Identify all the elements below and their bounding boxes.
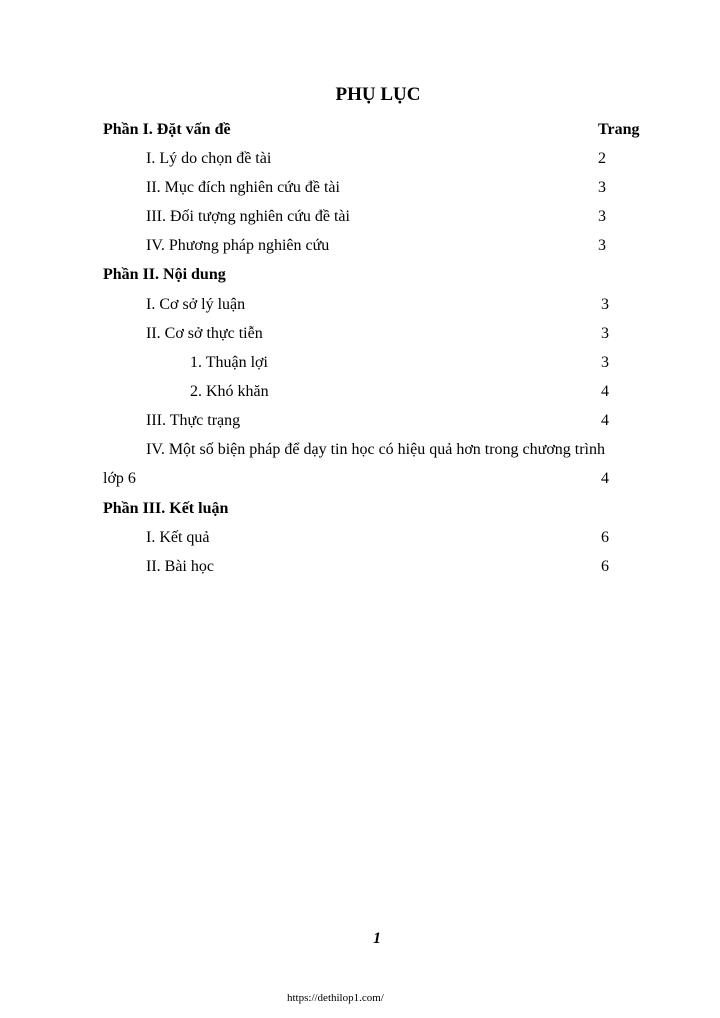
toc-item-page: 4 xyxy=(601,470,609,487)
toc-item-page: 4 xyxy=(601,383,609,400)
toc-item-page: 6 xyxy=(601,529,609,546)
toc-item-label: II. Cơ sở thực tiễn xyxy=(146,325,263,342)
toc-item-label: II. Bài học xyxy=(146,558,214,575)
toc-item-label: IV. Một số biện pháp để dạy tin học có hiệu quả hơn trong chương trình xyxy=(146,441,605,458)
toc-item-label: I. Kết quả xyxy=(146,529,210,546)
section-heading-1: Phần I. Đặt vấn đề xyxy=(103,121,231,138)
footer-url: https://dethilop1.com/ xyxy=(287,992,384,1004)
toc-item-label: II. Mục đích nghiên cứu đề tài xyxy=(146,179,340,196)
section-heading-2: Phần II. Nội dung xyxy=(103,266,226,283)
toc-item-label: lớp 6 xyxy=(103,470,136,487)
toc-item-label: IV. Phương pháp nghiên cứu xyxy=(146,237,330,254)
toc-item-page: 4 xyxy=(601,412,609,429)
toc-item-page: 6 xyxy=(601,558,609,575)
toc-item-label: 1. Thuận lợi xyxy=(190,354,268,371)
toc-item-page: 2 xyxy=(598,150,606,167)
toc-item-label: 2. Khó khăn xyxy=(190,383,269,400)
toc-item-label: I. Cơ sở lý luận xyxy=(146,296,246,313)
toc-item-page: 3 xyxy=(601,296,609,313)
footer-page-number: 1 xyxy=(373,930,381,947)
toc-item-page: 3 xyxy=(601,354,609,371)
toc-item-page: 3 xyxy=(601,325,609,342)
toc-item-page: 3 xyxy=(598,208,606,225)
toc-item-page: 3 xyxy=(598,179,606,196)
toc-item-label: III. Đối tượng nghiên cứu đề tài xyxy=(146,208,350,225)
toc-item-page: 3 xyxy=(598,237,606,254)
section-heading-3: Phần III. Kết luận xyxy=(103,500,229,517)
toc-item-label: III. Thực trạng xyxy=(146,412,241,429)
trang-label: Trang xyxy=(598,121,640,138)
toc-item-label: I. Lý do chọn đề tài xyxy=(146,150,272,167)
page-title: PHỤ LỤC xyxy=(335,84,421,105)
